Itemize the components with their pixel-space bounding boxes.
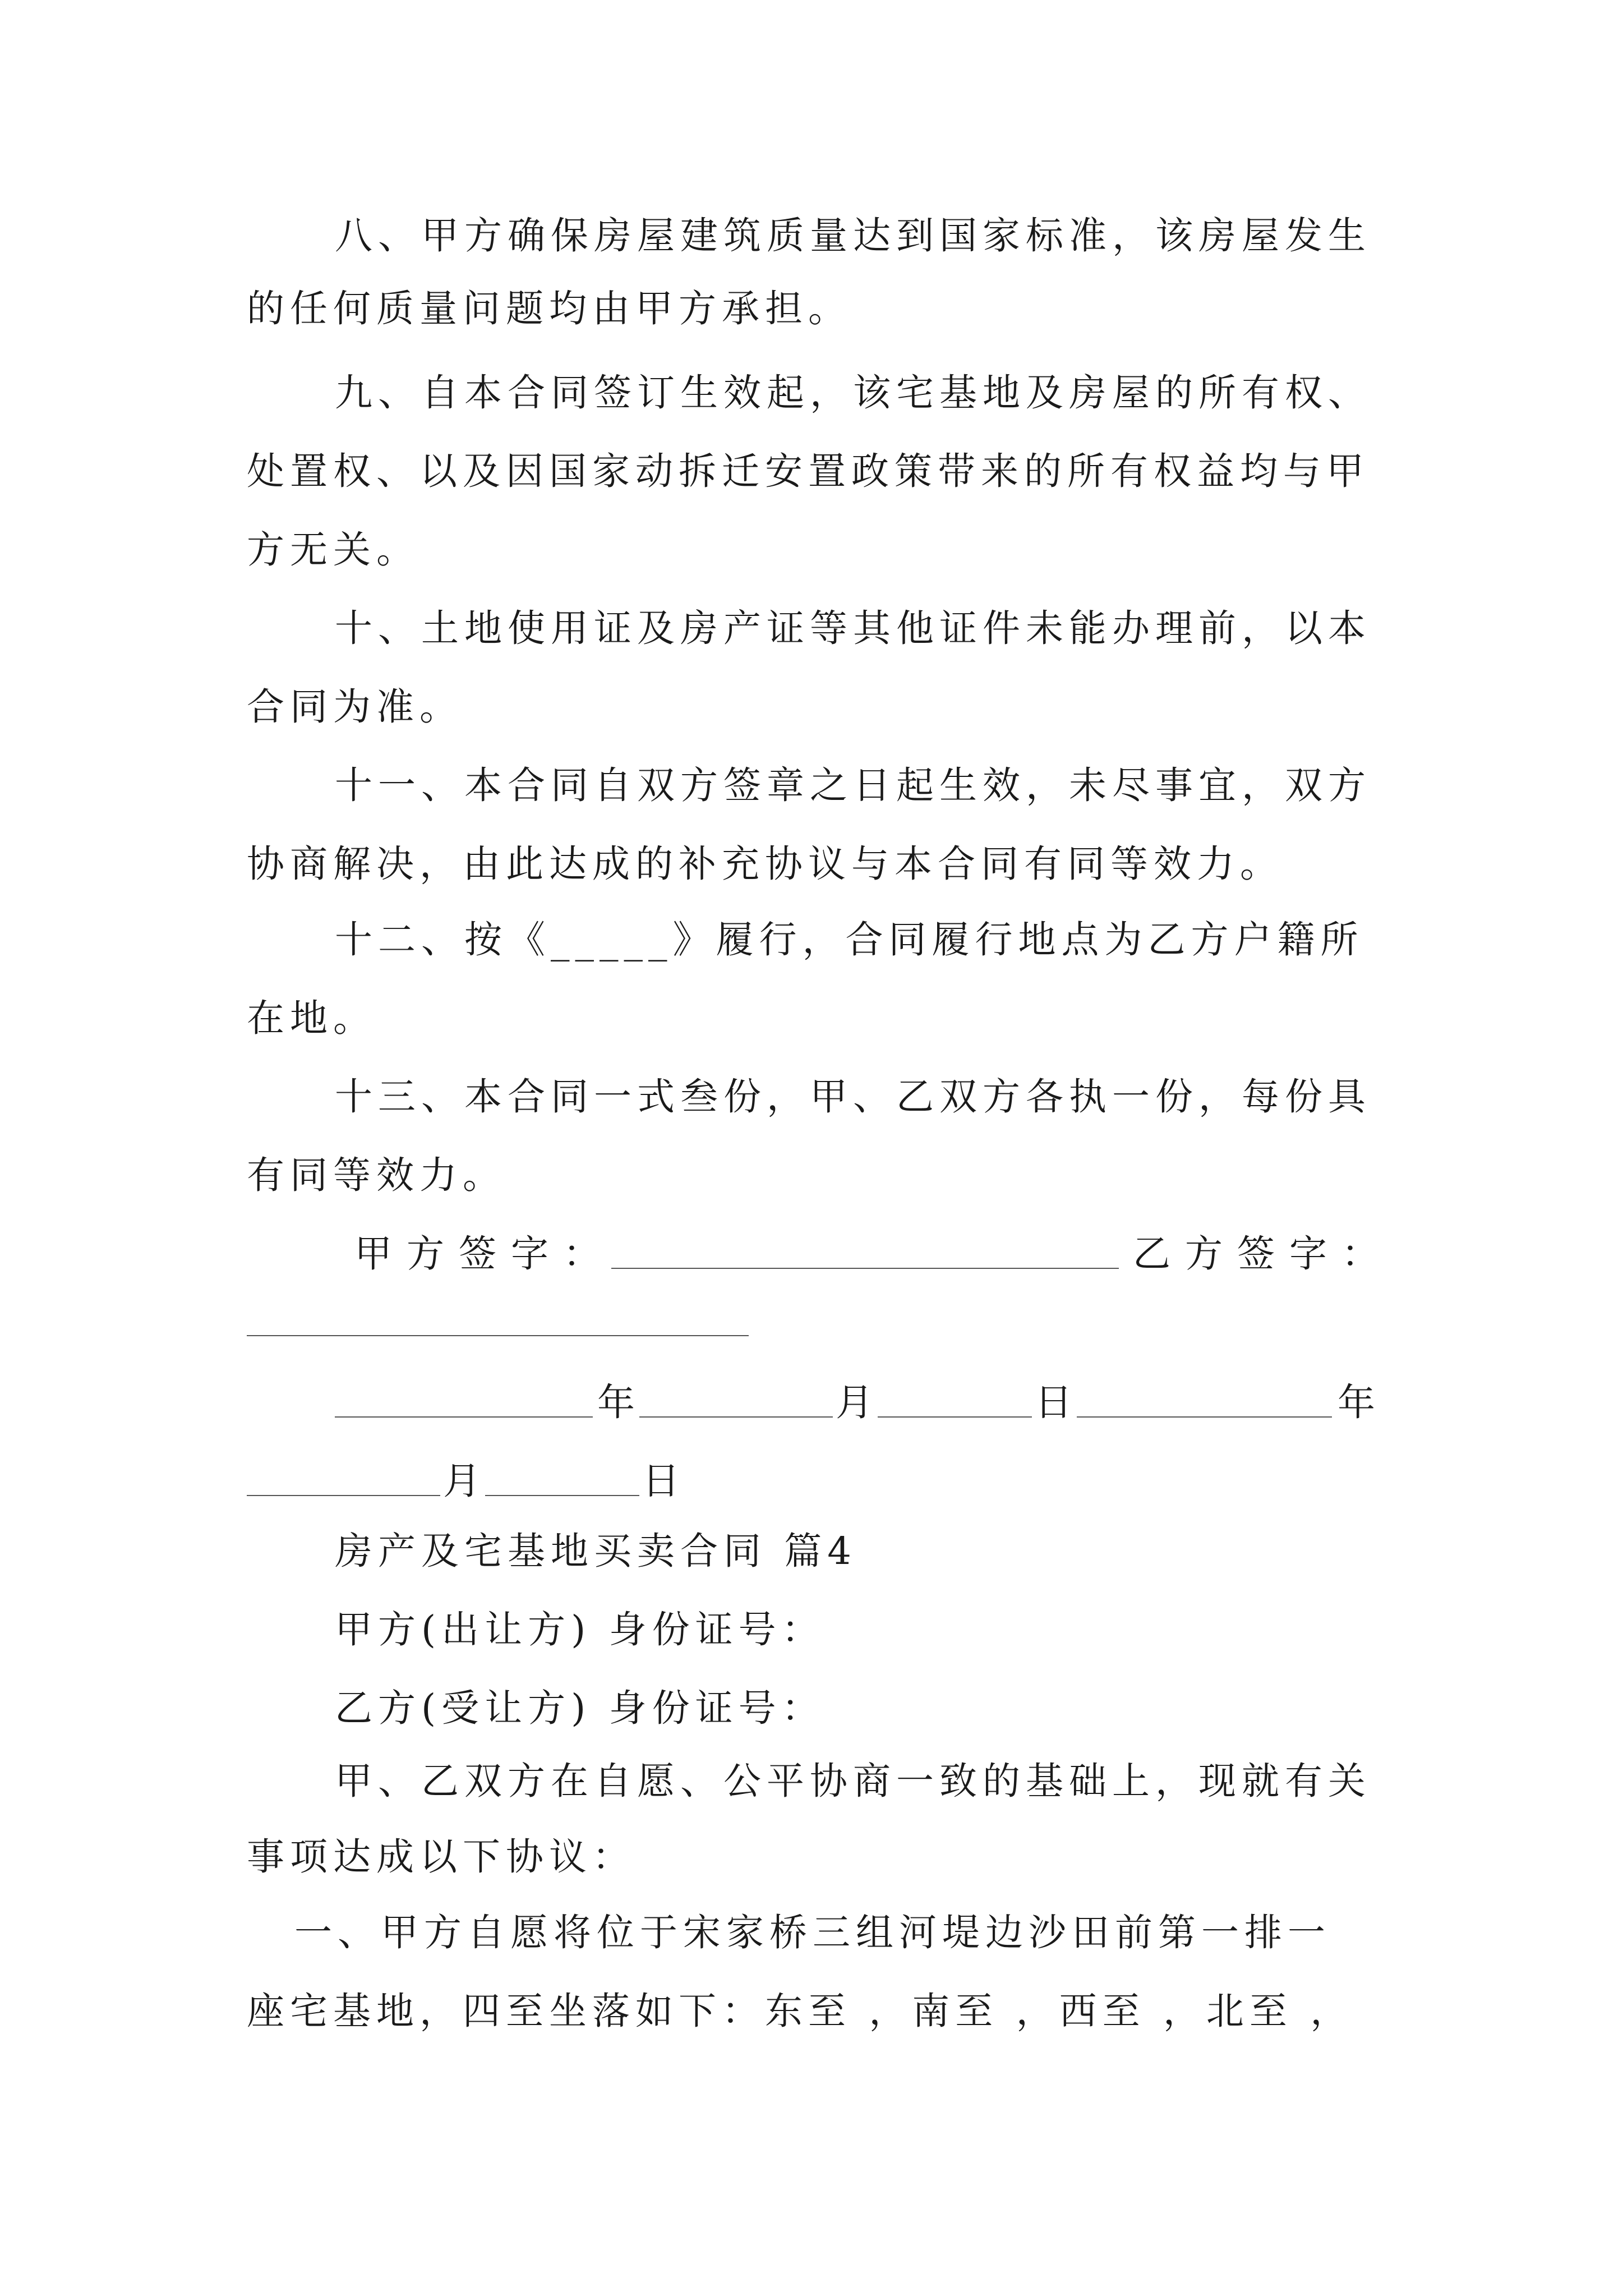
section-4-intro-line-2: 事项达成以下协议： xyxy=(247,1835,635,1879)
date-a-year-label: 年 xyxy=(597,1381,640,1424)
clause-11-line-2: 协商解决，由此达成的补充协议与本合同有同等效力。 xyxy=(247,842,1283,886)
clause-12-line-2: 在地。 xyxy=(247,996,376,1040)
clause-8-line-1: 八、甲方确保房屋建筑质量达到国家标准，该房屋发生 xyxy=(335,214,1371,257)
section-4-clause-1-line-1: 一、甲方自愿将位于宋家桥三组河堤边沙田前第一排一 xyxy=(294,1911,1331,1954)
date-a-year-blank xyxy=(335,1416,593,1418)
date-a-day-label: 日 xyxy=(1035,1381,1078,1424)
clause-12-line-1: 十二、按《_____》履行，合同履行地点为乙方户籍所 xyxy=(335,918,1364,961)
date-b-year-label: 年 xyxy=(1338,1381,1381,1424)
party-a-signature-label: 甲方签字： xyxy=(354,1232,615,1276)
party-b-signature-line xyxy=(247,1335,749,1336)
section-4-clause-1-line-2: 座宅基地，四至坐落如下：东至 ，南至 ，西至 ，北至 ， xyxy=(247,1989,1354,2033)
clause-9-line-3: 方无关。 xyxy=(247,528,419,572)
date-a-month-blank xyxy=(639,1416,833,1418)
date-b-month-blank xyxy=(247,1495,440,1496)
clause-8-line-2: 的任何质量问题均由甲方承担。 xyxy=(247,287,851,330)
party-b-signature-label: 乙方签字： xyxy=(1133,1232,1394,1276)
section-4-title: 房产及宅基地买卖合同 篇4 xyxy=(335,1529,857,1573)
section-4-intro-line-1: 甲、乙双方在自愿、公平协商一致的基础上，现就有关 xyxy=(335,1759,1371,1803)
section-4-party-a: 甲方(出让方) 身份证号： xyxy=(335,1608,825,1651)
clause-9-line-1: 九、自本合同签订生效起，该宅基地及房屋的所有权、 xyxy=(335,371,1371,415)
clause-9-line-2: 处置权、以及因国家动拆迁安置政策带来的所有权益均与甲 xyxy=(247,449,1370,493)
date-b-day-blank xyxy=(485,1495,639,1496)
clause-11-line-1: 十一、本合同自双方签章之日起生效，未尽事宜，双方 xyxy=(335,763,1371,807)
clause-10-line-2: 合同为准。 xyxy=(247,685,463,729)
date-b-day-label: 日 xyxy=(642,1459,685,1503)
clause-13-line-2: 有同等效力。 xyxy=(247,1153,506,1197)
date-b-month-label: 月 xyxy=(443,1459,486,1503)
party-a-signature-line xyxy=(611,1268,1119,1269)
date-b-year-blank xyxy=(1077,1416,1332,1418)
section-4-party-b: 乙方(受让方) 身份证号： xyxy=(335,1686,825,1730)
date-a-day-blank xyxy=(878,1416,1032,1418)
clause-10-line-1: 十、土地使用证及房产证等其他证件未能办理前，以本 xyxy=(335,606,1371,650)
date-a-month-label: 月 xyxy=(836,1381,879,1424)
clause-13-line-1: 十三、本合同一式叁份，甲、乙双方各执一份，每份具 xyxy=(335,1075,1371,1119)
